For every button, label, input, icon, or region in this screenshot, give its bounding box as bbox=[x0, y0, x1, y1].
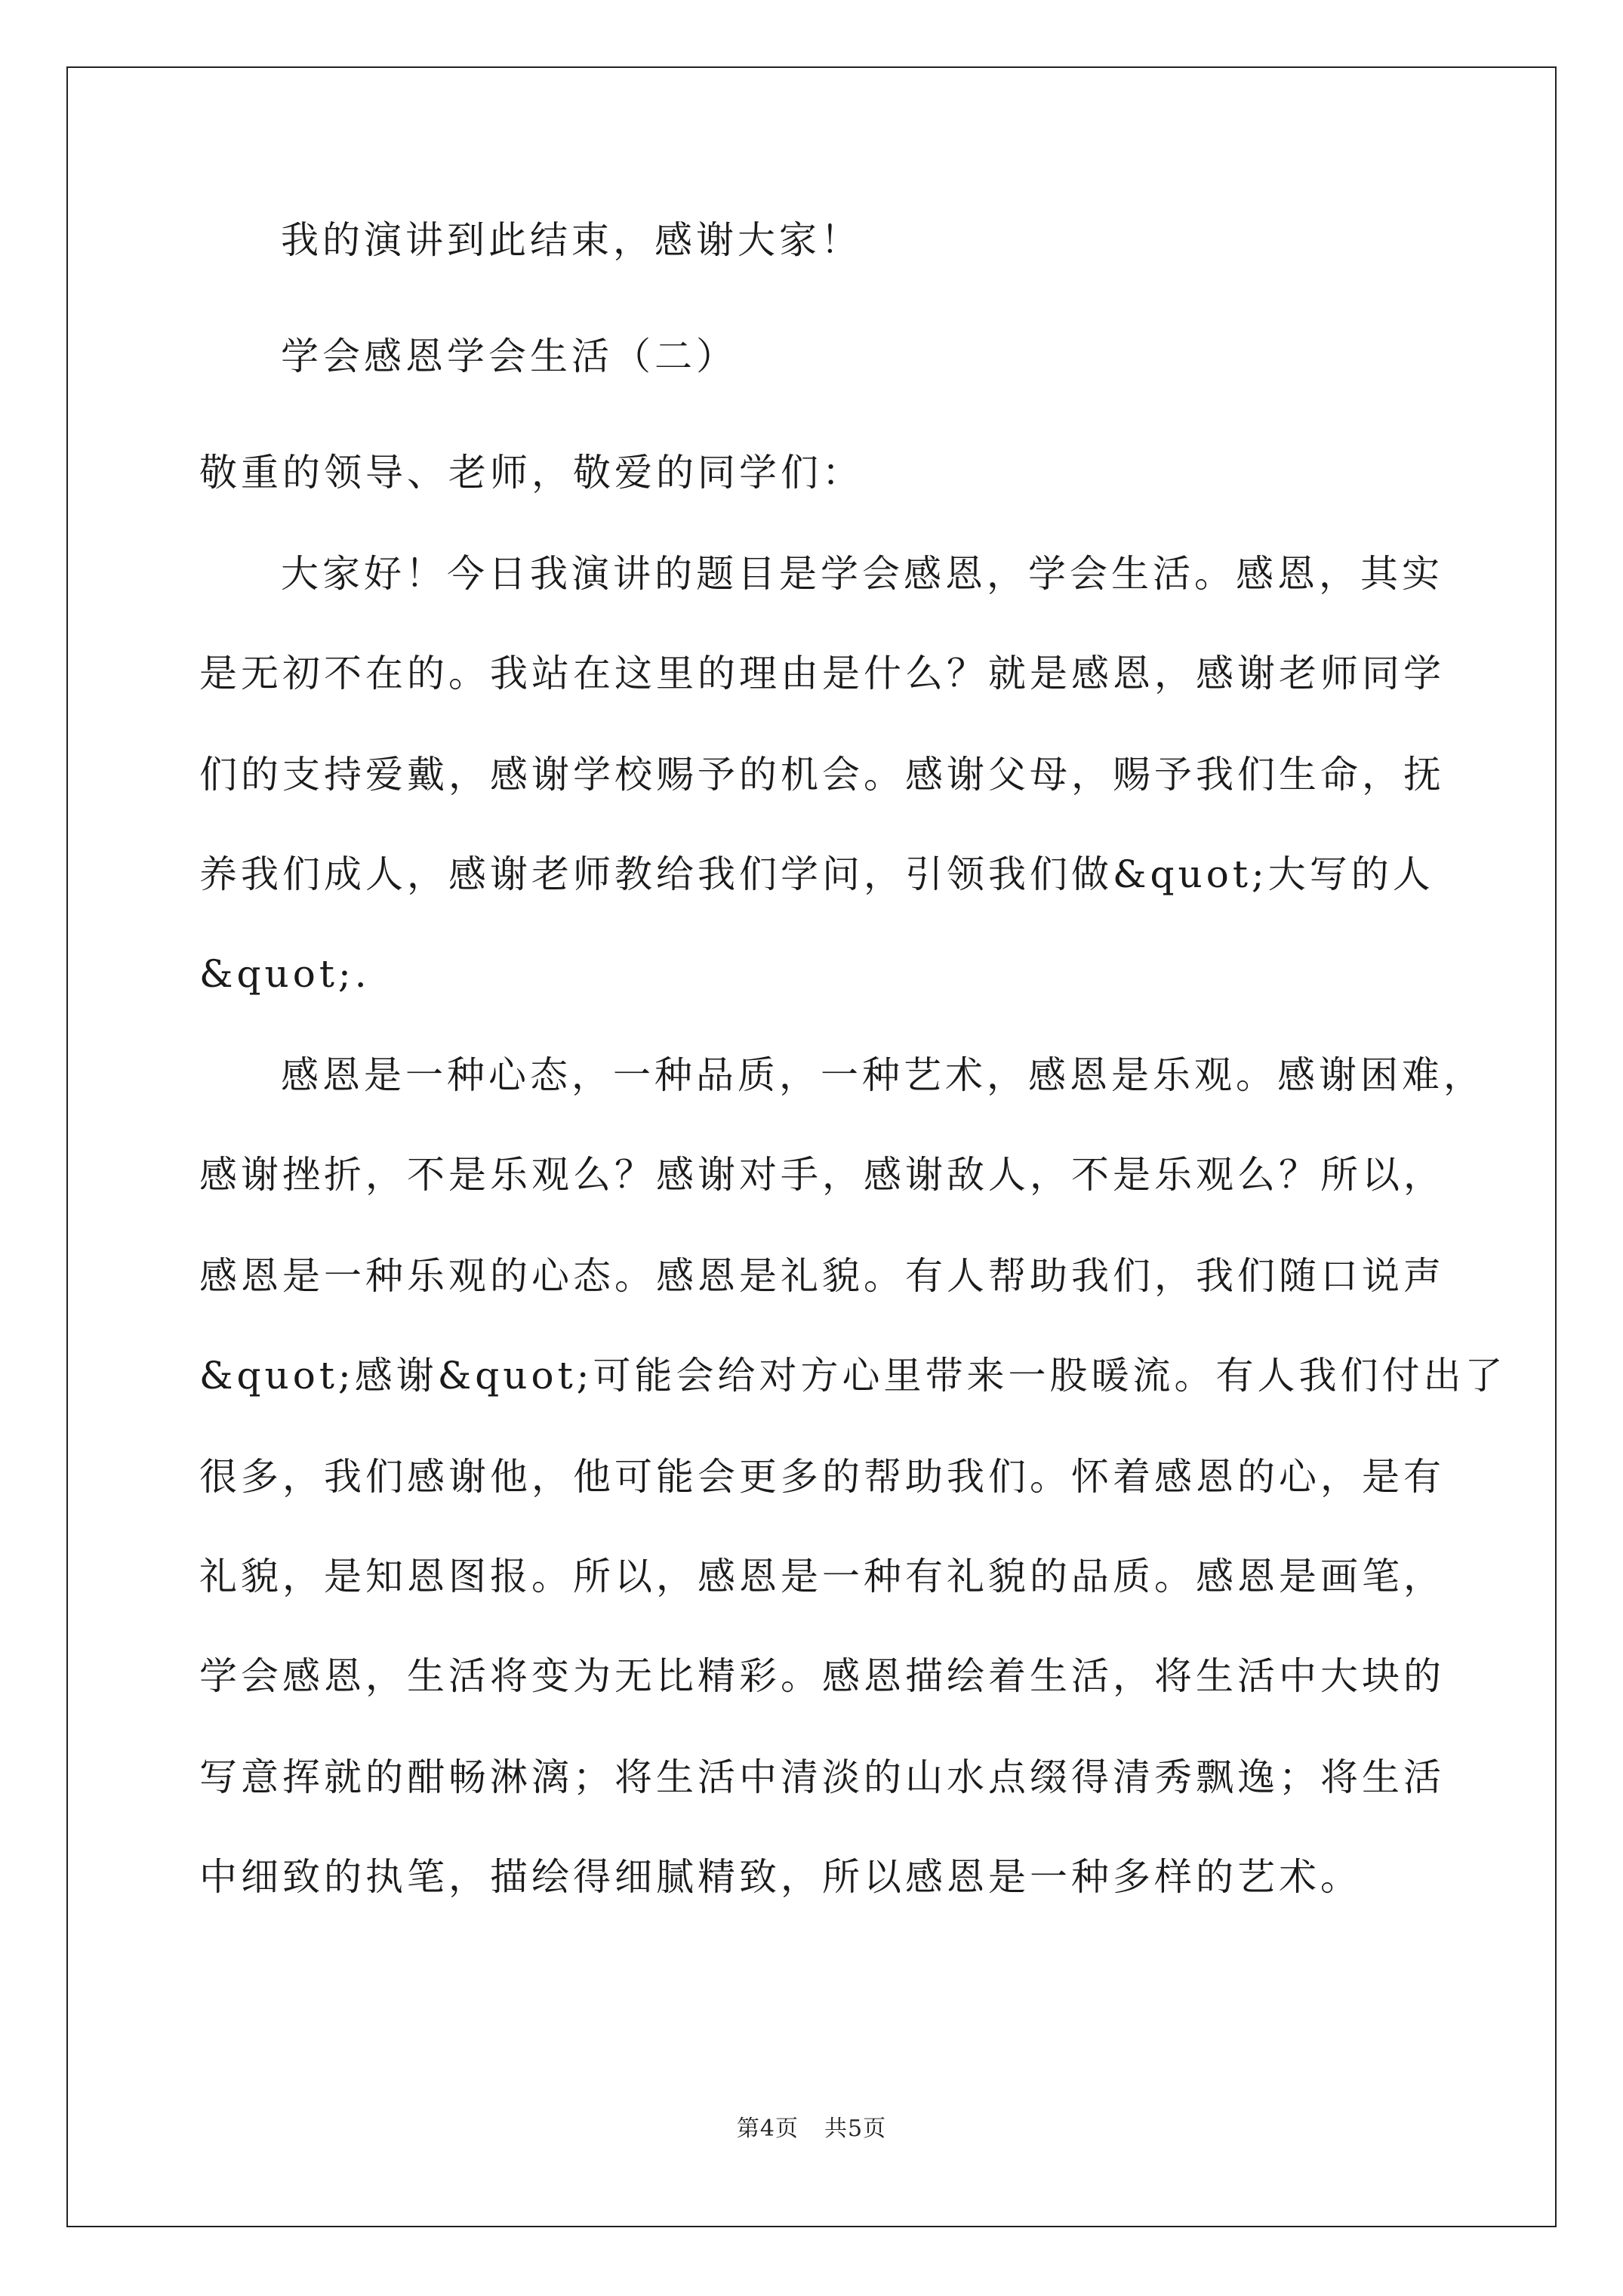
paragraph-2-line-1: 感恩是一种心态，一种品质，一种艺术，感恩是乐观。感谢困难， bbox=[281, 1053, 1485, 1097]
paragraph-1-line-5: &quot;. bbox=[199, 952, 371, 996]
page-total: 共5页 bbox=[824, 2116, 887, 2142]
paragraph-2-line-3: 感恩是一种乐观的心态。感恩是礼貌。有人帮助我们，我们随口说声 bbox=[199, 1254, 1445, 1298]
paragraph-2-line-4: &quot;感谢&quot;可能会给对方心里带来一股暖流。有人我们付出了 bbox=[199, 1354, 1507, 1398]
page-footer bbox=[0, 2114, 1623, 2144]
paragraph-2-line-6: 礼貌，是知恩图报。所以，感恩是一种有礼貌的品质。感恩是画笔， bbox=[199, 1555, 1445, 1598]
paragraph-2-line-8: 写意挥就的酣畅淋漓；将生活中清淡的山水点缀得清秀飘逸；将生活 bbox=[199, 1755, 1445, 1799]
paragraph-2-line-2: 感谢挫折，不是乐观么？感谢对手，感谢敌人，不是乐观么？所以， bbox=[199, 1153, 1445, 1197]
paragraph-1-line-3: 们的支持爱戴，感谢学校赐予的机会。感谢父母，赐予我们生命，抚 bbox=[199, 753, 1445, 797]
paragraph-1-line-1: 大家好！今日我演讲的题目是学会感恩，学会生活。感恩，其实 bbox=[281, 552, 1443, 596]
paragraph-2-line-5: 很多，我们感谢他，他可能会更多的帮助我们。怀着感恩的心，是有 bbox=[199, 1455, 1445, 1499]
paragraph-1-line-2: 是无初不在的。我站在这里的理由是什么？就是感恩，感谢老师同学 bbox=[199, 652, 1445, 695]
page-number: 第4页 bbox=[736, 2116, 799, 2142]
page-border bbox=[66, 66, 1557, 2227]
paragraph-2-line-9: 中细致的执笔，描绘得细腻精致，所以感恩是一种多样的艺术。 bbox=[199, 1855, 1362, 1899]
paragraph-2-line-7: 学会感恩，生活将变为无比精彩。感恩描绘着生活，将生活中大块的 bbox=[199, 1654, 1445, 1698]
section-title: 学会感恩学会生活（二） bbox=[281, 334, 738, 378]
paragraph-1-line-4: 养我们成人，感谢老师教给我们学问，引领我们做&quot;大写的人 bbox=[199, 852, 1434, 896]
salutation: 敬重的领导、老师，敬爱的同学们： bbox=[199, 451, 864, 495]
closing-line: 我的演讲到此结束，感谢大家！ bbox=[281, 218, 862, 262]
